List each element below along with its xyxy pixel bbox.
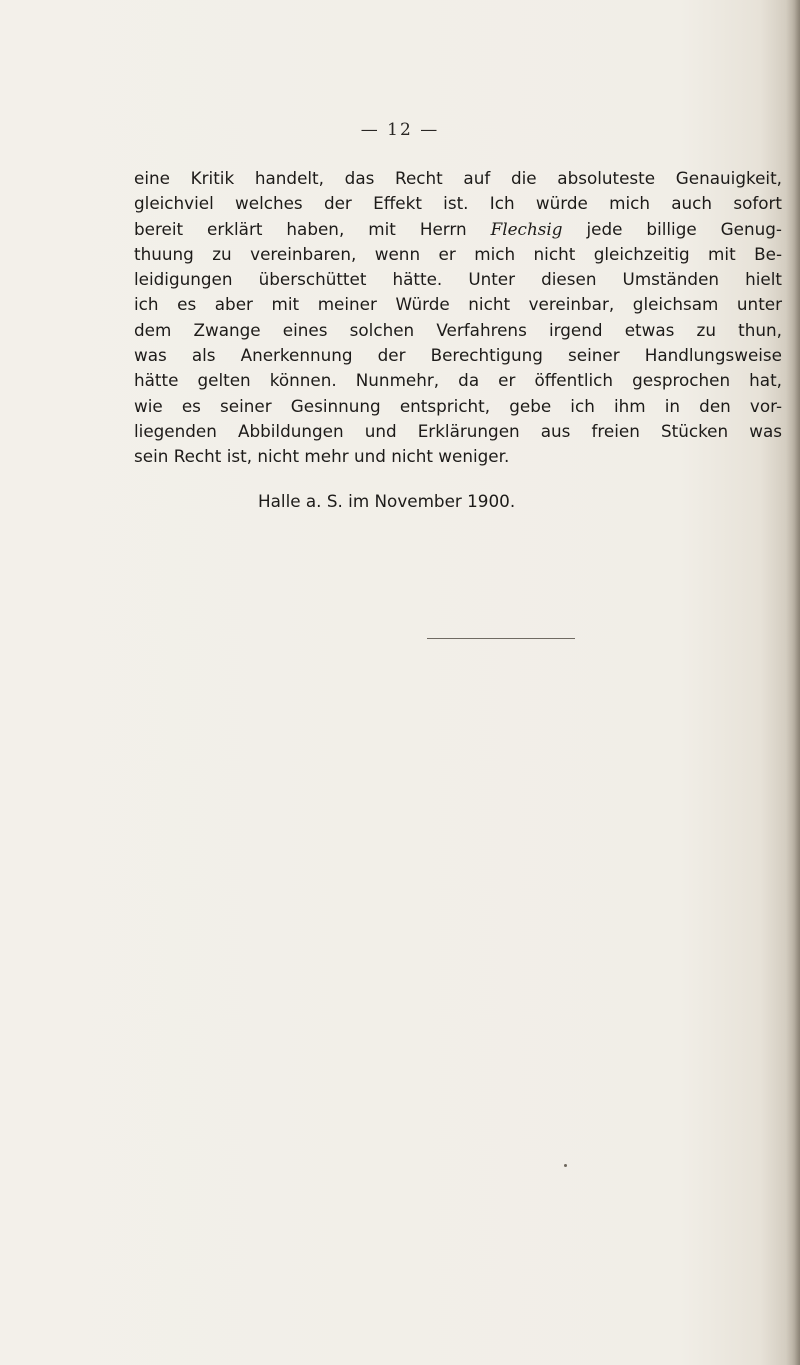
text-line-3: [134, 217, 782, 242]
text-line-8: was als Anerkennung der Berechtigung seiner Handlungsweise: [134, 345, 782, 366]
text-line-11: liegenden Abbildungen und Erklärungen aus freien Stücken was: [134, 420, 782, 441]
text-line-1: eine Kritik handelt, das Recht auf die absoluteste Genauigkeit,: [134, 168, 782, 188]
body-paragraph: [134, 166, 782, 470]
text-line-2: gleichviel welches der Effekt ist. Ich würde mich auch sofort: [134, 193, 782, 214]
place-and-date: Halle a. S. im November 1900.: [258, 491, 516, 511]
text-line-3-end: jede billige Genug-: [562, 218, 782, 239]
page-number-header: — 12 —: [360, 120, 440, 140]
text-line-6: ich es aber mit meiner Würde nicht vereinbar, gleichsam unter: [134, 294, 782, 315]
emphasized-name: Flechsig: [490, 218, 563, 239]
text-line-10: wie es seiner Gesinnung entspricht, gebe ich ihm in den vor-: [134, 395, 782, 416]
text-line-12: sein Recht ist, nicht mehr und nicht weniger.: [134, 446, 510, 467]
end-rule: [427, 638, 575, 639]
paper-speck: [564, 1164, 567, 1167]
page-edge-shadow: [786, 0, 800, 1365]
text-line-5: leidigungen überschüttet hätte. Unter diesen Umständen hielt: [134, 269, 782, 290]
text-line-3-start: bereit erklärt haben, mit Herrn: [134, 218, 491, 239]
text-line-4: thuung zu vereinbaren, wenn er mich nicht gleichzeitig mit Be-: [134, 243, 782, 264]
text-line-7: dem Zwange eines solchen Verfahrens irgend etwas zu thun,: [134, 319, 782, 340]
text-line-9: hätte gelten können. Nunmehr, da er öffentlich gesprochen hat,: [134, 370, 782, 391]
